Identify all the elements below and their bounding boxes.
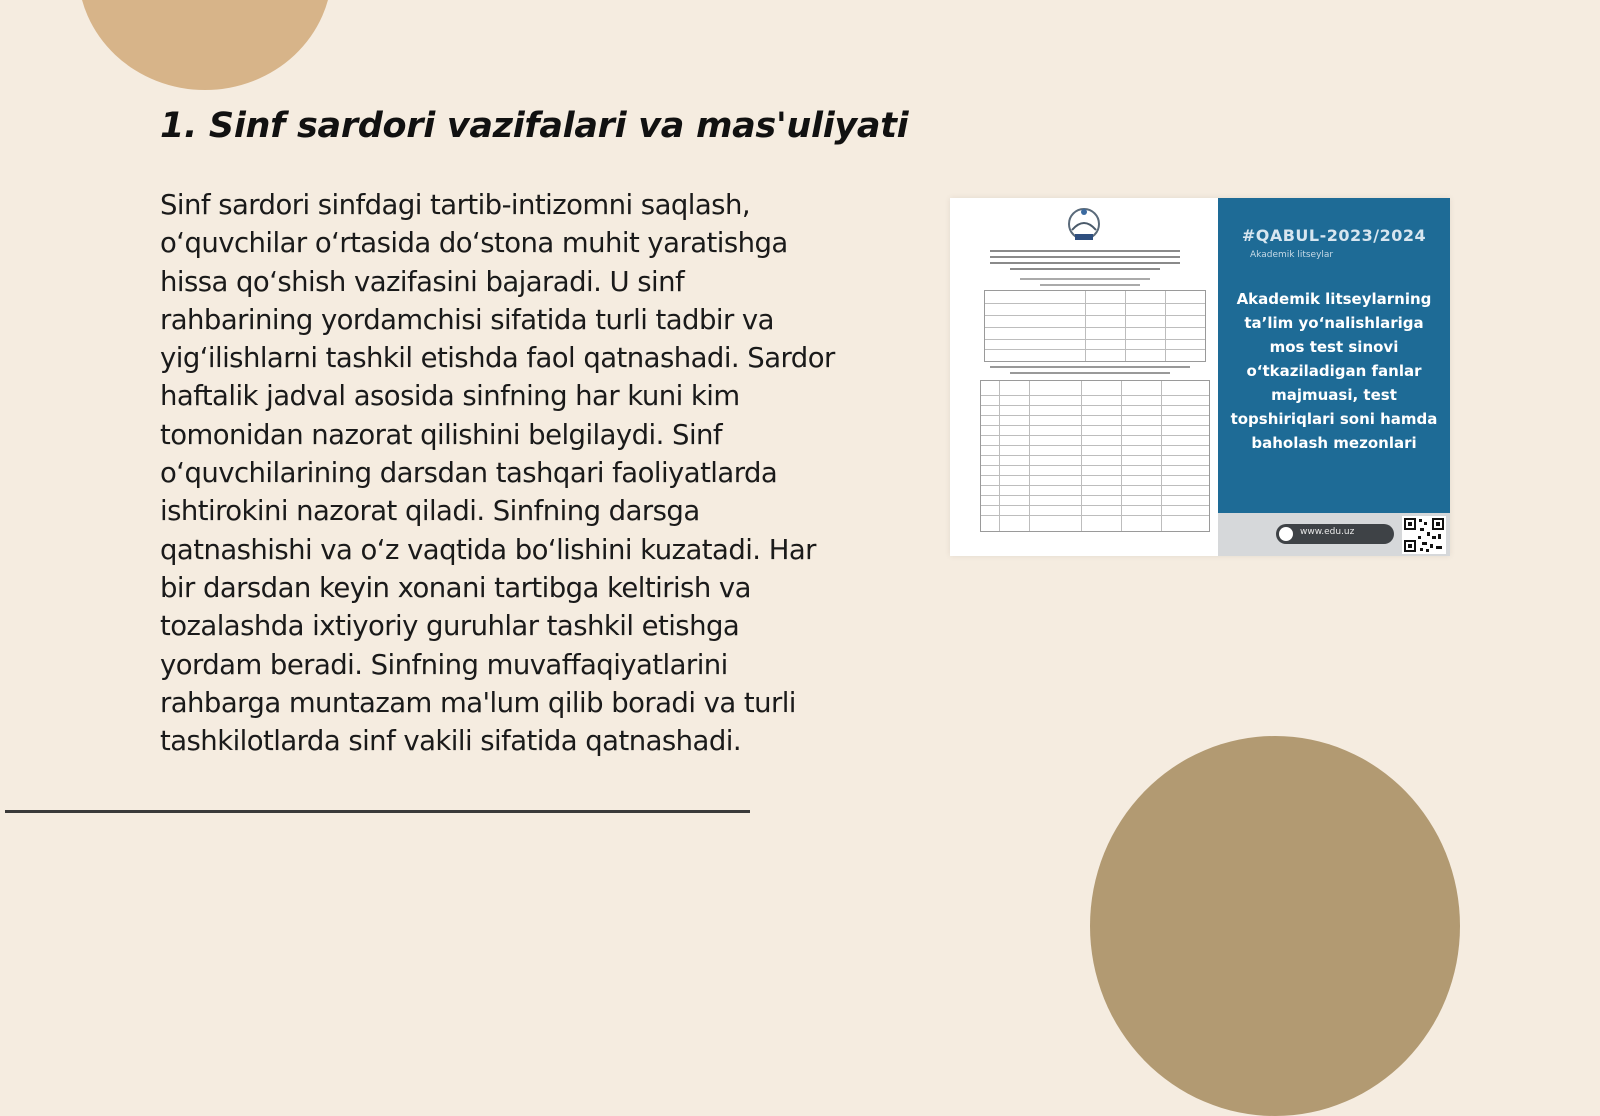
poster-url: www.edu.uz (1300, 527, 1355, 537)
document-scan (950, 198, 1218, 556)
qr-code-icon (1402, 516, 1446, 554)
poster-description: Akademik litseylarning ta’lim yo‘nalishlariga mos test sinovi o‘tkaziladigan fanlar majmuasi, test topshiriqlari soni hamda baholash mezonlari (1230, 290, 1438, 452)
state-emblem-icon (1063, 206, 1105, 246)
decorative-circle-top (78, 0, 332, 90)
slide-body-text: Sinf sardori sinfdagi tartib-intizomni saqlash, o‘quvchilar o‘rtasida do‘stona muhit yaratishga hissa qo‘shish vazifasini bajaradi. U sinf rahbarining yordamchisi sifatida turli tadbir va yig‘ilishlarni tashkil etishda faol qatnashadi. Sardor haftalik jadval asosida sinfning har kuni kim tomonidan nazorat qilishini belgilaydi. Sinf o‘quvchilarining darsdan tashqari faoliyatlarda ishtirokini nazorat qiladi. Sinfning darsga qatnashishi va o‘z vaqtida bo‘lishini kuzatadi. Har bir darsdan keyin xonani tartibga keltirish va tozalashda ixtiyoriy guruhlar tashkil etishga yordam beradi. Sinfning muvaffaqiyatlarini rahbarga muntazam ma'lum qilib boradi va turli tashkilotlarda sinf vakili sifatida qatnashadi. (160, 189, 835, 758)
document-table-top (984, 290, 1206, 362)
poster-subtitle: Akademik litseylar (1250, 250, 1334, 260)
slide-title: 1. Sinf sardori vazifalari va mas'uliyati (160, 106, 909, 146)
document-table-bottom (980, 380, 1210, 532)
poster-footer (1218, 513, 1450, 556)
horizontal-divider (5, 810, 750, 813)
globe-icon (1279, 527, 1293, 541)
poster-hashtag: #QABUL-2023/2024 (1241, 226, 1427, 245)
poster-blue-panel (1218, 198, 1450, 513)
admission-poster-image (950, 198, 1450, 556)
url-pill (1276, 524, 1394, 544)
decorative-circle-bottom (1090, 736, 1460, 1116)
